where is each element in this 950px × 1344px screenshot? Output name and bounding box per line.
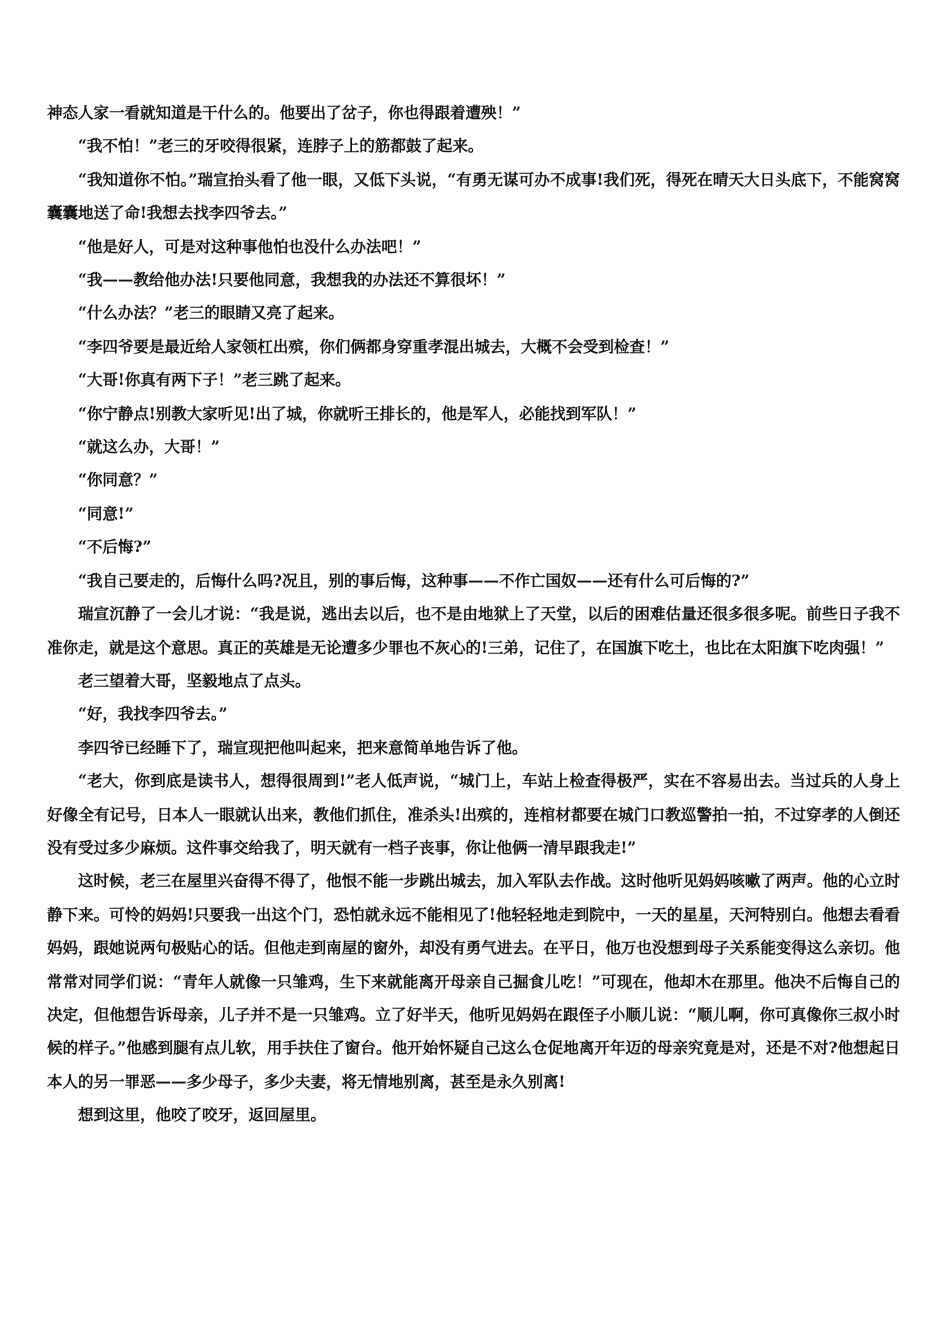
paragraph-continuation: 神态人家一看就知道是干什么的。他要出了岔子，你也得跟着遭殃！” bbox=[47, 103, 521, 122]
paragraph: “我——教给他办法!只要他同意，我想我的办法还不算很坏！” bbox=[78, 270, 506, 290]
paragraph: 瑞宣沉静了一会儿才说：“我是说，逃出去以后，也不是由地狱上了天堂，以后的困难估量还很多很多呢。前些日子我不准你走，就是这个意思。真正的英雄是无论遭多少罪也不灰心的!三弟，记住了，在国旗下吃土，也比在太阳旗下吃肉强！” bbox=[47, 604, 900, 657]
paragraph: “大哥!你真有两下子！”老三跳了起来。 bbox=[78, 370, 351, 390]
paragraph: “你宁静点!别教大家听见!出了城，你就听王排长的，他是军人，必能找到军队！” bbox=[78, 403, 637, 423]
paragraph: “我自己要走的，后悔什么吗?况且，别的事后悔，这种事——不作亡国奴——还有什么可后悔的?” bbox=[78, 570, 750, 590]
paragraph: 这时候，老三在屋里兴奋得不得了，他恨不能一步跳出城去，加入军队去作战。这时他听见妈妈咳嗽了两声。他的心立时静下来。可怜的妈妈!只要我一出这个门，恐怕就永远不能相见了!他轻轻地走到院中，一天的星星，天河特别白。他想去看看妈妈，跟她说两句极贴心的话。但他走到南屋的窗外，却没有勇气进去。在平日，他万也没想到母子关系能变得这么亲切。他常常对同学们说：“青年人就像一只雏鸡，生下来就能离开母亲自己掘食儿吃！”可现在，他却木在那里。他决不后悔自己的决定，但他想告诉母亲，儿子并不是一只雏鸡。立了好半天，他听见妈妈在跟侄子小顺儿说：“顺儿啊，你可真像你三叔小时候的样子。”他感到腿有点儿软，用手扶住了窗台。他开始怀疑自己这么仓促地离开年迈的母亲究竟是对，还是不对?他想起日本人的另一罪恶——多少母子，多少夫妻，将无情地别离，甚至是永久别离! bbox=[47, 871, 900, 1091]
paragraph: “什么办法？”老三的眼睛又亮了起来。 bbox=[78, 303, 344, 323]
paragraph: “他是好人，可是对这种事他怕也没什么办法吧！” bbox=[78, 236, 422, 256]
paragraph: “我不怕！”老三的牙咬得很紧，连脖子上的筋都鼓了起来。 bbox=[78, 136, 484, 156]
paragraph: “好，我找李四爷去。” bbox=[78, 704, 228, 724]
paragraph: “不后悔?” bbox=[78, 537, 152, 557]
paragraph: “老大，你到底是读书人，想得很周到!”老人低声说，“城门上，车站上检查得极严，实在不容易出去。当过兵的人身上好像全有记号，日本人一眼就认出来，教他们抓住，准杀头!出殡的，连棺材都要在城门口教巡警拍一拍，不过穿孝的人倒还没有受过多少麻烦。这件事交给我了，明天就有一档子丧事，你让他俩一清早跟我走!” bbox=[47, 771, 900, 857]
paragraph: “就这么办，大哥！” bbox=[78, 437, 220, 457]
paragraph: 想到这里，他咬了咬牙，返回屋里。 bbox=[78, 1105, 327, 1125]
paragraph: “你同意？” bbox=[78, 470, 158, 490]
paragraph: 李四爷已经睡下了，瑞宣现把他叫起来，把来意简单地告诉了他。 bbox=[78, 737, 528, 757]
paragraph: 老三望着大哥，坚毅地点了点头。 bbox=[78, 670, 311, 690]
paragraph: “李四爷要是最近给人家领杠出殡，你们俩都身穿重孝混出城去，大概不会受到检查！” bbox=[78, 336, 670, 356]
paragraph: “我知道你不怕。”瑞宣抬头看了他一眼，又低下头说，“有勇无谋可办不成事!我们死，得死在晴天大日头底下，不能窝窝囊囊地送了命!我想去找李四爷去。” bbox=[47, 169, 900, 223]
paragraph: “同意!” bbox=[78, 503, 134, 523]
